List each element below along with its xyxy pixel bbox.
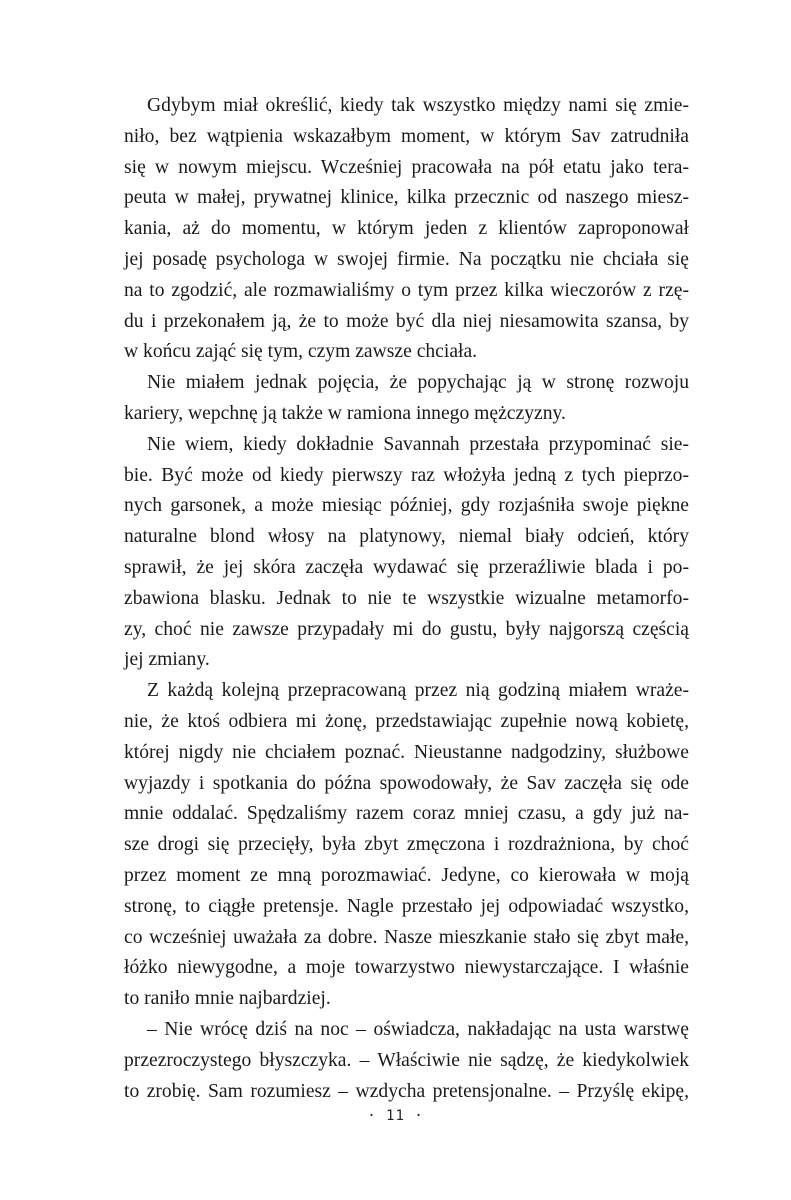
text-line: na to zgodzić, ale rozmawialiśmy o tym przez kilka wieczorów z rzę- — [124, 279, 689, 301]
text-line: kariery, wepchnę ją także w ramiona innego mężczyzny. — [124, 402, 566, 424]
text-line: łóżko niewygodne, a moje towarzystwo niewystarczające. I właśnie — [124, 957, 689, 979]
text-line: du i przekonałem ją, że to może być dla niej niesamowita szansa, by — [124, 310, 689, 332]
text-line: Z każdą kolejną przepracowaną przez nią godziną miałem wraże- — [147, 680, 689, 702]
text-line: bie. Być może od kiedy pierwszy raz włożyła jedną z tych pieprzo- — [124, 464, 689, 486]
text-line: sprawił, że jej skóra zaczęła wydawać się przeraźliwie blada i po- — [124, 556, 689, 578]
paragraph — [124, 91, 689, 368]
text-line: mnie oddalać. Spędzaliśmy razem coraz mniej czasu, a gdy już na- — [124, 803, 689, 825]
text-line: kania, aż do momentu, w którym jeden z klientów zaproponował — [124, 218, 689, 240]
text-line: w końcu zająć się tym, czym zawsze chciała. — [124, 341, 478, 363]
text-line: Nie miałem jednak pojęcia, że popychając ją w stronę rozwoju — [147, 372, 689, 394]
text-line: – Nie wrócę dziś na noc – oświadcza, nakładając na usta warstwę — [147, 1018, 689, 1040]
text-line: stronę, to ciągłe pretensje. Nagle przestało jej odpowiadać wszystko, — [124, 895, 689, 917]
text-line: to raniło mnie najbardziej. — [124, 988, 331, 1010]
paragraph — [124, 368, 689, 430]
paragraph — [124, 430, 689, 676]
text-line: nie, że ktoś odbiera mi żonę, przedstawiając zupełnie nową kobietę, — [124, 710, 689, 732]
body-text — [124, 91, 689, 1107]
text-line: Gdybym miał określić, kiedy tak wszystko między nami się zmie- — [147, 95, 689, 116]
text-line: zy, choć nie zawsze przypadały mi do gustu, były najgorszą częścią — [124, 618, 689, 640]
text-line: to zrobię. Sam rozumiesz – wzdycha pretensjonalne. – Przyślę ekipę, — [124, 1080, 689, 1102]
text-line: peuta w małej, prywatnej klinice, kilka przecznic od naszego miesz- — [124, 187, 689, 209]
text-line: naturalne blond włosy na platynowy, niemal biały odcień, który — [124, 526, 689, 548]
text-line: jej posadę psychologa w swojej firmie. Na początku nie chciała się — [124, 248, 689, 270]
text-line: jej zmiany. — [124, 649, 210, 671]
text-line: nych garsonek, a może miesiąc później, gdy rozjaśniła swoje piękne — [124, 495, 689, 517]
text-line: zbawiona blasku. Jednak to nie te wszystkie wizualne metamorfo- — [124, 587, 689, 609]
text-line: co wcześniej uważała za dobre. Nasze mieszkanie stało się zbyt małe, — [124, 926, 689, 948]
text-line: sze drogi się przecięły, była zbyt zmęczona i rozdrażniona, by choć — [124, 834, 689, 856]
text-line: niło, bez wątpienia wskazałbym moment, w którym Sav zatrudniła — [124, 125, 689, 147]
text-line: przez moment ze mną porozmawiać. Jedyne, co kierowała w moją — [124, 864, 689, 886]
text-line: wyjazdy i spotkania do późna spowodowały, że Sav zaczęła się ode — [124, 772, 689, 794]
text-line: Nie wiem, kiedy dokładnie Savannah przestała przypominać sie- — [147, 433, 689, 455]
paragraph — [124, 676, 689, 1015]
text-line: się w nowym miejscu. Wcześniej pracowała na pół etatu jako tera- — [124, 156, 689, 178]
text-line: przezroczystego błyszczyka. – Właściwie nie sądzę, że kiedykolwiek — [124, 1049, 689, 1071]
text-line: której nigdy nie chciałem poznać. Nieustanne nadgodziny, służbowe — [124, 741, 689, 763]
page-number: · 11 · — [367, 1108, 424, 1124]
paragraph — [124, 1015, 689, 1107]
